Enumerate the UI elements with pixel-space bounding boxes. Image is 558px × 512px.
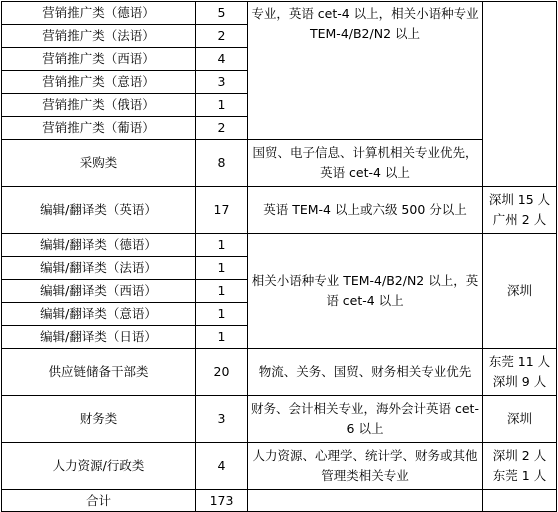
- position-cell: 编辑/翻译类（西语）: [2, 280, 196, 303]
- location-cell: 深圳: [483, 396, 557, 443]
- count-cell: 1: [196, 94, 248, 117]
- position-cell: 人力资源/行政类: [2, 443, 196, 490]
- position-cell: 编辑/翻译类（日语）: [2, 326, 196, 349]
- count-cell: 1: [196, 326, 248, 349]
- count-cell: 1: [196, 280, 248, 303]
- recruitment-table: [1, 1, 557, 512]
- table-row: [2, 234, 557, 257]
- position-cell: 编辑/翻译类（意语）: [2, 303, 196, 326]
- table-row: [2, 187, 557, 234]
- count-cell: 17: [196, 187, 248, 234]
- position-cell: 编辑/翻译类（德语）: [2, 234, 196, 257]
- location-line: 深圳 9 人: [492, 374, 547, 389]
- count-cell: 3: [196, 396, 248, 443]
- total-row: [2, 490, 557, 512]
- table-row: [2, 396, 557, 443]
- position-cell: 营销推广类（法语）: [2, 25, 196, 48]
- position-cell: 财务类: [2, 396, 196, 443]
- count-cell: 4: [196, 48, 248, 71]
- location-line: 东莞 11 人: [488, 354, 551, 369]
- count-cell: 5: [196, 2, 248, 25]
- table-row: [2, 140, 557, 187]
- requirement-cell: 物流、关务、国贸、财务相关专业优先: [248, 349, 483, 396]
- location-cell: [483, 349, 557, 396]
- count-cell: 1: [196, 303, 248, 326]
- location-line: 深圳 15 人: [488, 192, 551, 207]
- total-count: 173: [196, 490, 248, 512]
- count-cell: 2: [196, 25, 248, 48]
- requirement-cell: 国贸、电子信息、计算机相关专业优先，英语 cet-4 以上: [248, 140, 483, 187]
- count-cell: 1: [196, 257, 248, 280]
- position-cell: 营销推广类（意语）: [2, 71, 196, 94]
- location-line: 深圳 2 人: [492, 448, 547, 463]
- location-line: 广州 2 人: [492, 212, 547, 227]
- count-cell: 2: [196, 117, 248, 140]
- position-cell: 营销推广类（西语）: [2, 48, 196, 71]
- count-cell: 4: [196, 443, 248, 490]
- location-cell: [483, 187, 557, 234]
- position-cell: 编辑/翻译类（法语）: [2, 257, 196, 280]
- position-cell: 供应链储备干部类: [2, 349, 196, 396]
- requirement-cell: 人力资源、心理学、统计学、财务或其他管理类相关专业: [248, 443, 483, 490]
- requirement-cell: [248, 490, 483, 512]
- location-line: 东莞 1 人: [492, 468, 547, 483]
- count-cell: 8: [196, 140, 248, 187]
- table-row: [2, 349, 557, 396]
- position-cell: 采购类: [2, 140, 196, 187]
- total-label: 合计: [2, 490, 196, 512]
- count-cell: 3: [196, 71, 248, 94]
- position-cell: 营销推广类（俄语）: [2, 94, 196, 117]
- requirement-cell: 相关小语种专业 TEM-4/B2/N2 以上，英语 cet-4 以上: [248, 234, 483, 349]
- position-cell: 营销推广类（葡语）: [2, 117, 196, 140]
- requirement-cell: 英语 TEM-4 以上或六级 500 分以上: [248, 187, 483, 234]
- count-cell: 1: [196, 234, 248, 257]
- table-row: [2, 443, 557, 490]
- requirement-cell: 财务、会计相关专业，海外会计英语 cet-6 以上: [248, 396, 483, 443]
- location-cell: [483, 490, 557, 512]
- table-row: [2, 2, 557, 25]
- location-cell: [483, 443, 557, 490]
- count-cell: 20: [196, 349, 248, 396]
- requirement-cell: 专业，英语 cet-4 以上，相关小语种专业 TEM-4/B2/N2 以上: [248, 2, 483, 140]
- position-cell: 编辑/翻译类（英语）: [2, 187, 196, 234]
- position-cell: 营销推广类（德语）: [2, 2, 196, 25]
- location-cell: [483, 2, 557, 187]
- location-cell: 深圳: [483, 234, 557, 349]
